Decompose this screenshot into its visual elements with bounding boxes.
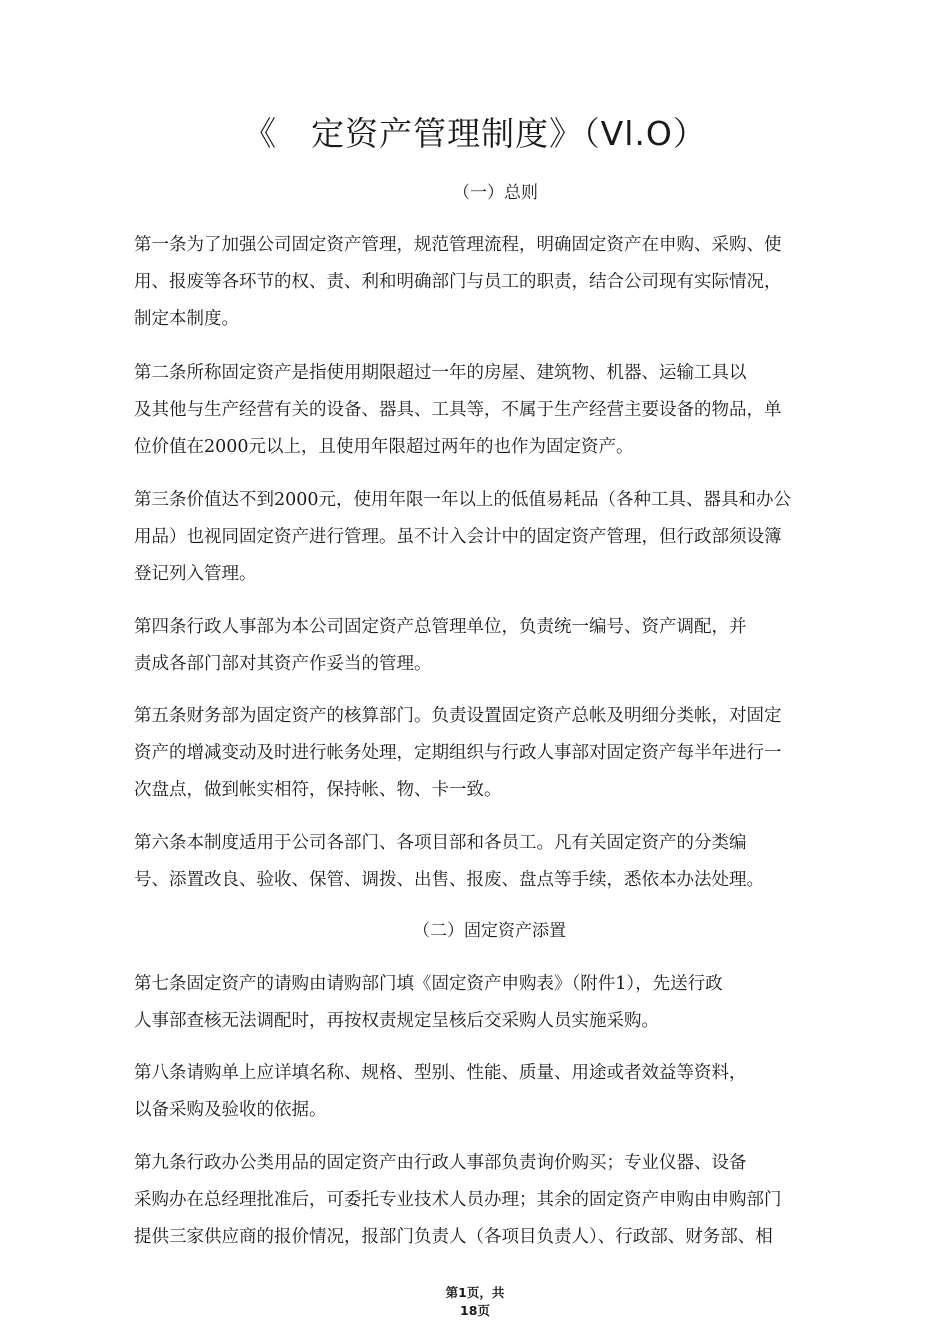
paragraph-line: 第三条价值达不到2000元，使用年限一年以上的低值易耗品（各种工具、器具和办公 [134, 490, 792, 510]
paragraph-line: 次盘点，做到帐实相符，保持帐、物、卡一致。 [134, 780, 502, 800]
page-number-footer [0, 1284, 950, 1320]
paragraph-article-1 [134, 227, 854, 338]
paragraph-line: 人事部查核无法调配时，再按权责规定呈核后交采购人员实施采购。 [134, 1011, 659, 1031]
paragraph-line: 第一条为了加强公司固定资产管理，规范管理流程，明确固定资产在申购、采购、使 [134, 235, 782, 255]
paragraph-line: 登记列入管理。 [134, 564, 257, 584]
paragraph-line: 提供三家供应商的报价情况，报部门负责人（各项目负责人）、行政部、财务部、相 [134, 1227, 773, 1247]
paragraph-line: 资产的增减变动及时进行帐务处理，定期组织与行政人事部对固定资产每半年进行一 [134, 743, 782, 763]
paragraph-article-8 [134, 1055, 854, 1129]
paragraph-line: 用、报废等各环节的权、责、利和明确部门与员工的职责，结合公司现有实际情况， [134, 272, 782, 292]
paragraph-article-2 [134, 355, 854, 466]
paragraph-article-7 [134, 966, 854, 1040]
paragraph-line: 采购办在总经理批准后，可委托专业技术人员办理；其余的固定资产申购由申购部门 [134, 1190, 782, 1210]
paragraph-line: 第八条请购单上应详填名称、规格、型别、性能、质量、用途或者效益等资料， [134, 1063, 747, 1083]
document-title: 《 定资产管理制度》（Vl.O） [243, 114, 707, 153]
paragraph-article-3 [134, 482, 854, 593]
page-number-line: 第1页，共 [445, 1285, 505, 1300]
paragraph-line: 第五条财务部为固定资产的核算部门。负责设置固定资产总帐及明细分类帐，对固定 [134, 706, 782, 726]
paragraph-line: 号、添置改良、验收、保管、调拨、出售、报废、盘点等手续，悉依本办法处理。 [134, 870, 764, 890]
paragraph-article-9 [134, 1145, 854, 1256]
page-total-line: 18页 [460, 1303, 490, 1318]
paragraph-line: 第七条固定资产的请购由请购部门填《固定资产申购表》（附件1），先送行政 [134, 974, 723, 994]
paragraph-article-6 [134, 825, 854, 899]
paragraph-line: 以备采购及验收的依据。 [134, 1100, 327, 1120]
paragraph-line: 第九条行政办公类用品的固定资产由行政人事部负责询价购买；专业仪器、设备 [134, 1153, 747, 1173]
paragraph-line: 第二条所称固定资产是指使用期限超过一年的房屋、建筑物、机器、运输工具以 [134, 363, 747, 383]
paragraph-line: 第六条本制度适用于公司各部门、各项目部和各员工。凡有关固定资产的分类编 [134, 833, 747, 853]
section-heading-asset-acquisition: （二）固定资产添置 [413, 921, 566, 941]
paragraph-line: 及其他与生产经营有关的设备、器具、工具等，不属于生产经营主要设备的物品，单 [134, 400, 782, 420]
section-heading-general: （一）总则 [453, 183, 538, 203]
paragraph-article-5 [134, 698, 854, 809]
paragraph-line: 位价值在2000元以上，且使用年限超过两年的也作为固定资产。 [134, 437, 634, 457]
paragraph-article-4 [134, 609, 854, 683]
paragraph-line: 第四条行政人事部为本公司固定资产总管理单位，负责统一编号、资产调配，并 [134, 617, 747, 637]
paragraph-line: 用品）也视同固定资产进行管理。虽不计入会计中的固定资产管理，但行政部须设簿 [134, 527, 782, 547]
paragraph-line: 责成各部门部对其资产作妥当的管理。 [134, 654, 432, 674]
paragraph-line: 制定本制度。 [134, 309, 239, 329]
